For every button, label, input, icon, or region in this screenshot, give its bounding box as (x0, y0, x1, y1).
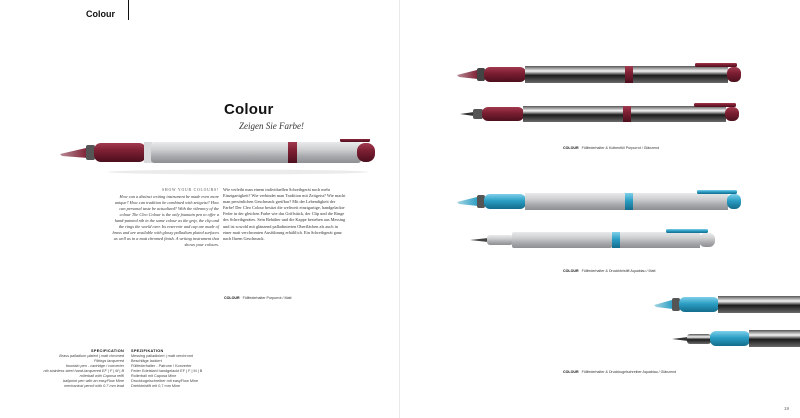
spec-english (36, 349, 124, 389)
lead-kicker: SHOW YOUR COLOURS! (161, 188, 219, 192)
page-title: Colour (224, 101, 274, 118)
caption-text: Füllfederhalter & Druckbleistift Aquablau / Matt (581, 269, 656, 273)
spec-line: fountain pen - cartridge / converter (65, 364, 124, 368)
caption-text: Füllfederhalter & Druckkugelschreiber Aquablau / Glänzend (581, 370, 677, 374)
header-rule (128, 0, 129, 20)
spec-line: ballpoint pen with an easyFlow Mine (63, 379, 124, 383)
pen-burgundy-rollerball-glossy (460, 102, 750, 126)
spec-german (131, 349, 219, 389)
lead-english-text: How can a distinct writing instrument be made even more unique? How can tradition be combined with zeitgeist? How can personal taste be actualized? With the vibrancy of the colour The Cleo Colour is the only fountain pen to offer a hand-painted nib in the same colour as the grip, the clip and the rings the world over. Its reservoir and cap are made of brass and are available with glossy palladium plated surfaces as well as in a matt chromed finish. A writing instrument that shows your colours. (112, 193, 219, 248)
spread-divider (399, 0, 400, 418)
spec-line: Rollerball mit Caposa Mine (131, 374, 177, 378)
spec-line: Brass palladium plated | matt chromed (59, 354, 124, 358)
pen-aqua-ballpoint-glossy (672, 328, 800, 350)
caption-main (224, 296, 292, 300)
spec-german-heading: SPEZIFIKATION (131, 349, 164, 353)
spec-line: mechanical pencil with 0.7 mm lead (64, 384, 124, 388)
spec-line: Druckkugelschreiber mit easyFlow Mine (131, 379, 199, 383)
spec-line: Messing palladiniert | matt verchromt (131, 354, 193, 358)
caption-text: Füllfederhalter & Kolbenfüll Purpurrot / Glänzend (581, 146, 660, 150)
spec-line: Füllfederhalter - Patrone / Konverter (131, 364, 192, 368)
main-pen-burgundy-matt (58, 139, 380, 177)
pen-aqua-fountain-matt (455, 190, 745, 214)
lead-english (112, 187, 219, 248)
spec-line: rollerball with Caposa refill (79, 374, 124, 378)
section-header-label: Colour (86, 9, 115, 19)
caption-brand: COLOUR (224, 296, 240, 300)
pen-aqua-fountain-glossy (652, 294, 800, 316)
spec-line: Drehbleistift mit 0,7 mm Mine (131, 384, 181, 388)
caption-right-3 (563, 370, 676, 374)
page-subtitle: Zeigen Sie Farbe! (239, 121, 304, 131)
spec-line: Beschläge lackiert (131, 359, 162, 363)
caption-brand: COLOUR (563, 269, 579, 273)
spec-line: Fittings lacquered (94, 359, 124, 363)
caption-right-2 (563, 269, 656, 273)
spec-line: nib stainless steel hand-lacquered EF | F | M | B (43, 369, 124, 373)
caption-right-1 (563, 146, 659, 150)
caption-brand: COLOUR (563, 370, 579, 374)
lead-german: Wie verleiht man einem individuellen Schreibgerät noch mehr Einzigartigkeit? Wie verbindet man Tradition mit Zeitgeist? Wie macht man persönlichen Geschmack greifbar? Mit der Lebendigkeit der Farbe! Der Cleo Colour besitzt die weltweit einzigartige, handgelackte Feder in der gleichen Farbe wie das Griffstück, der Clip und die Ringe des Schreibgerätes. Sein Behälter und die Kappe bestehen aus Messing und ist sowohl mit glänzend palladinierten Oberflächen als auch in einer matt verchromten Ausführung erhältlich. Ein Schreibgerät ganz nach Ihrem Geschmack. (223, 187, 346, 241)
pen-aqua-pencil-matt (470, 228, 760, 252)
caption-text: Füllfederhalter Purpurrot / Matt (242, 296, 292, 300)
pen-burgundy-fountain-glossy (455, 62, 745, 88)
page-number: 19 (784, 406, 790, 411)
caption-brand: COLOUR (563, 146, 579, 150)
spec-english-heading: SPECIFICATION (91, 349, 124, 353)
spec-line: Feder Edelstahl handgelackt EF | F | M | B (131, 369, 203, 373)
